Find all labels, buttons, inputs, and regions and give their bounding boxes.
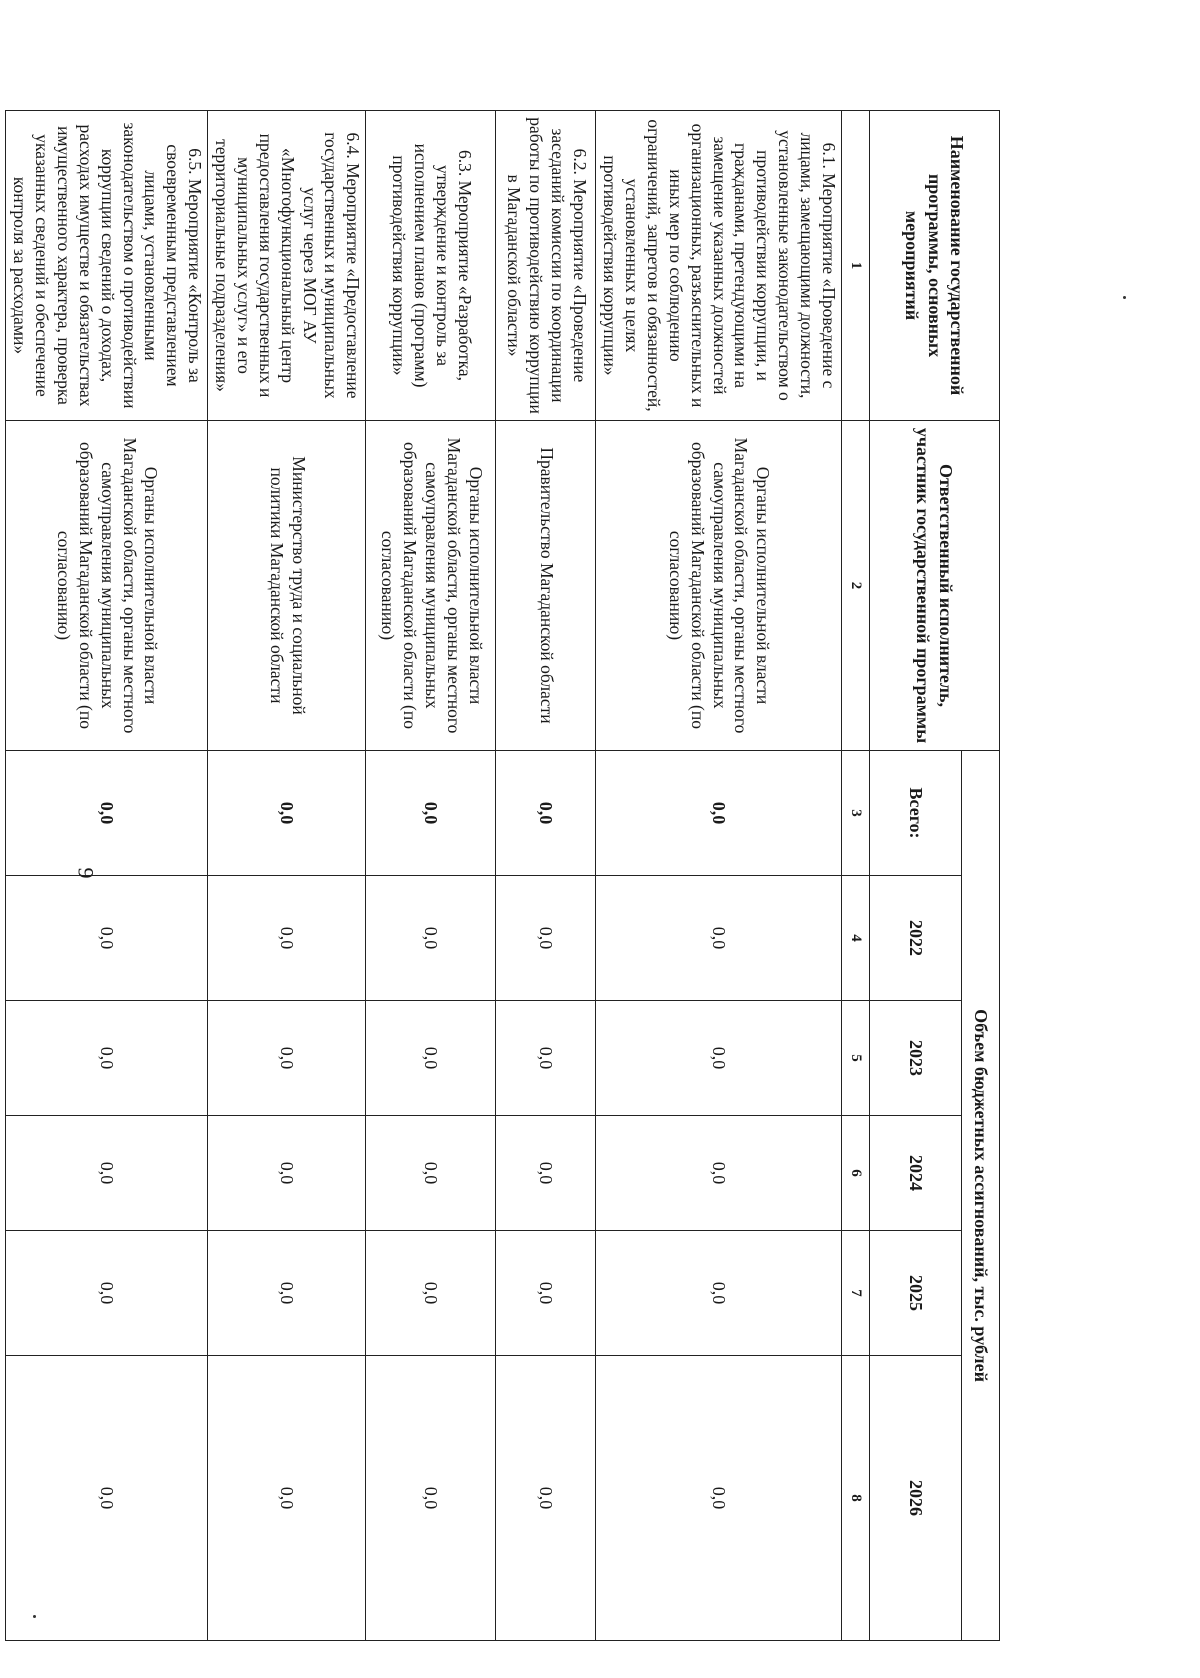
- row-value-2022: 0,0: [496, 876, 596, 1001]
- row-total: 0,0: [366, 751, 496, 876]
- row-name: 6.1. Мероприятие «Проведение с лицами, замещающими должности, установленные законодательством о противодействии коррупции, и гражданами, претендующими на замещение указанных должностей организационных, разъяснительных и иных мер по соблюдению ограничений, запретов и обязанностей, установленных в целях противодействия коррупции»: [596, 111, 842, 421]
- row-value-2024: 0,0: [6, 1116, 208, 1231]
- row-value-2022: 0,0: [596, 876, 842, 1001]
- row-value-2024: 0,0: [596, 1116, 842, 1231]
- col-number: 4: [842, 876, 870, 1001]
- row-value-2024: 0,0: [496, 1116, 596, 1231]
- row-executor: Органы исполнительной власти Магаданской области, органы местного самоуправления муниципальных образований Магаданской области (по согласованию): [6, 421, 208, 751]
- header-year-2025: 2025: [870, 1231, 962, 1356]
- row-value-2025: 0,0: [496, 1231, 596, 1356]
- row-total: 0,0: [6, 751, 208, 876]
- row-value-2023: 0,0: [596, 1001, 842, 1116]
- row-value-2025: 0,0: [596, 1231, 842, 1356]
- table-row: [6, 111, 208, 1641]
- row-value-2023: 0,0: [208, 1001, 366, 1116]
- budget-table: [5, 110, 1000, 1641]
- rotated-table-wrapper: [10, 110, 1000, 1640]
- col-number: 8: [842, 1356, 870, 1641]
- table-row: [496, 111, 596, 1641]
- scan-speck: [1123, 296, 1126, 299]
- column-number-row: [842, 111, 870, 1641]
- row-value-2026: 0,0: [208, 1356, 366, 1641]
- row-value-2022: 0,0: [366, 876, 496, 1001]
- row-value-2026: 0,0: [366, 1356, 496, 1641]
- header-year-2022: 2022: [870, 876, 962, 1001]
- col-number: 7: [842, 1231, 870, 1356]
- row-value-2022: 0,0: [6, 876, 208, 1001]
- row-value-2023: 0,0: [6, 1001, 208, 1116]
- row-value-2024: 0,0: [366, 1116, 496, 1231]
- row-name: 6.5. Мероприятие «Контроль за своевременным представлением лицами, установленными законодательством о противодействии коррупции сведений о доходах, расходах имуществе и обязательствах имущественного характера, проверка указанных сведений и обеспечение контроля за расходами»: [6, 111, 208, 421]
- row-value-2025: 0,0: [366, 1231, 496, 1356]
- row-name: 6.4. Мероприятие «Предоставление государственных и муниципальных услуг через МОГ АУ «Многофункциональный центр предоставления государственных и муниципальных услуг» и его территориальные подразделения»: [208, 111, 366, 421]
- row-value-2025: 0,0: [208, 1231, 366, 1356]
- header-year-2024: 2024: [870, 1116, 962, 1231]
- row-total: 0,0: [596, 751, 842, 876]
- header-budget-group: Объем бюджетных ассигнований, тыс. рублей: [962, 751, 1000, 1641]
- row-value-2023: 0,0: [496, 1001, 596, 1116]
- row-value-2023: 0,0: [366, 1001, 496, 1116]
- row-executor: Органы исполнительной власти Магаданской области, органы местного самоуправления муниципальных образований Магаданской области (по согласованию): [596, 421, 842, 751]
- row-executor: Правительство Магаданской области: [496, 421, 596, 751]
- header-name: Наименование государственной программы, основных мероприятий: [870, 111, 1000, 421]
- header-executor: Ответственный исполнитель, участник государственной программы: [870, 421, 1000, 751]
- row-total: 0,0: [208, 751, 366, 876]
- row-value-2026: 0,0: [6, 1356, 208, 1641]
- row-value-2022: 0,0: [208, 876, 366, 1001]
- table-row: [596, 111, 842, 1641]
- row-value-2026: 0,0: [596, 1356, 842, 1641]
- row-value-2025: 0,0: [6, 1231, 208, 1356]
- header-year-2023: 2023: [870, 1001, 962, 1116]
- table-row: [366, 111, 496, 1641]
- row-value-2024: 0,0: [208, 1116, 366, 1231]
- row-name: 6.3. Мероприятие «Разработка, утверждение и контроль за исполнением планов (программ) противодействия коррупции»: [366, 111, 496, 421]
- col-number: 5: [842, 1001, 870, 1116]
- row-executor: Министерство труда и социальной политики Магаданской области: [208, 421, 366, 751]
- page-number: 9: [73, 867, 99, 879]
- col-number: 3: [842, 751, 870, 876]
- header-total: Всего:: [870, 751, 962, 876]
- table-row: [208, 111, 366, 1641]
- col-number: 2: [842, 421, 870, 751]
- row-executor: Органы исполнительной власти Магаданской области, органы местного самоуправления муниципальных образований Магаданской области (по согласованию): [366, 421, 496, 751]
- col-number: 1: [842, 111, 870, 421]
- col-number: 6: [842, 1116, 870, 1231]
- row-total: 0,0: [496, 751, 596, 876]
- header-year-2026: 2026: [870, 1356, 962, 1641]
- row-value-2026: 0,0: [496, 1356, 596, 1641]
- row-name: 6.2. Мероприятие «Проведение заседаний комиссии по координации работы по противодействию коррупции в Магаданской области»: [496, 111, 596, 421]
